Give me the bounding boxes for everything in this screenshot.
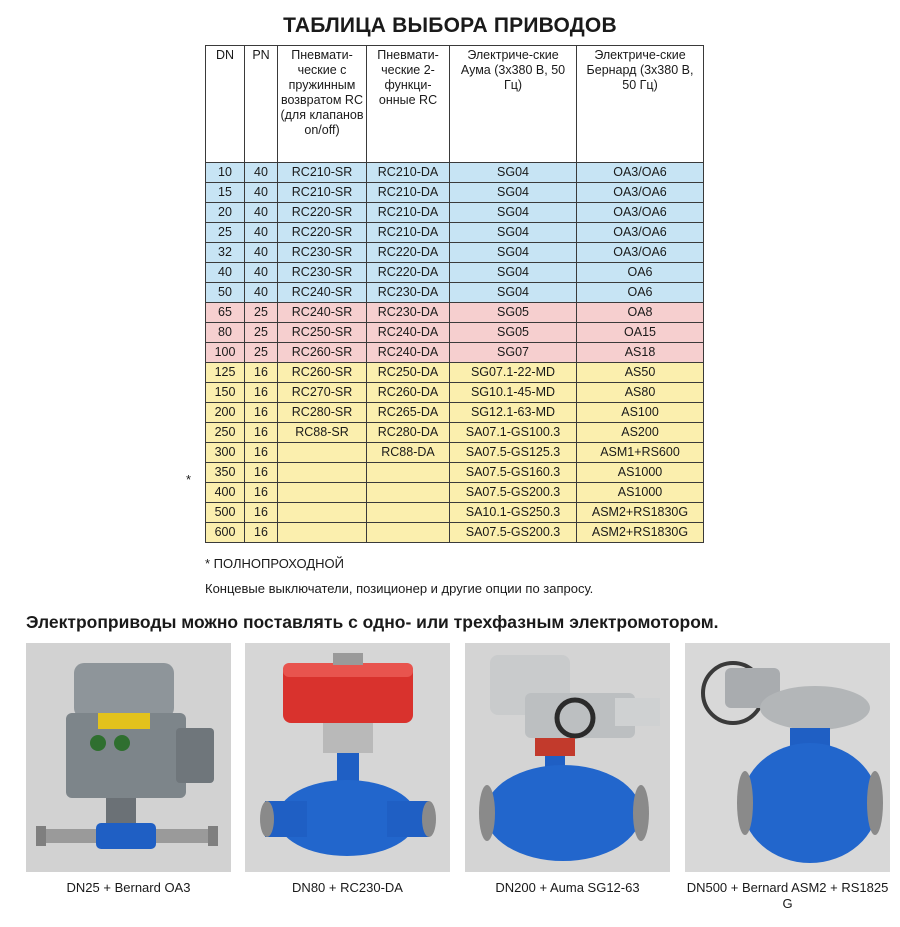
cell-electric-auma: SG04 xyxy=(450,283,577,303)
table-row xyxy=(206,183,704,203)
cell-dn: 80 xyxy=(206,323,245,343)
cell-electric-bernard: OA6 xyxy=(577,263,704,283)
cell-pn: 16 xyxy=(245,403,278,423)
cell-dn: 50 xyxy=(206,283,245,303)
cell-electric-auma: SG07.1-22-MD xyxy=(450,363,577,383)
cell-pneumatic-da: RC230-DA xyxy=(367,303,450,323)
cell-electric-auma: SA07.1-GS100.3 xyxy=(450,423,577,443)
cell-pn: 16 xyxy=(245,503,278,523)
cell-dn: 500 xyxy=(206,503,245,523)
table-row xyxy=(206,343,704,363)
options-note: Концевые выключатели, позиционер и другие опции по запросу. xyxy=(205,581,594,596)
table-row xyxy=(206,263,704,283)
cell-pn: 16 xyxy=(245,383,278,403)
cell-pneumatic-sr: RC220-SR xyxy=(278,223,367,243)
cell-pneumatic-da: RC230-DA xyxy=(367,283,450,303)
header-electric-bernard: Электриче-ские Бернард (3х380 В, 50 Гц) xyxy=(577,46,704,163)
cell-pneumatic-da: RC260-DA xyxy=(367,383,450,403)
cell-dn: 250 xyxy=(206,423,245,443)
cell-pn: 16 xyxy=(245,423,278,443)
cell-electric-bernard: OA15 xyxy=(577,323,704,343)
table-row xyxy=(206,403,704,423)
photo-caption-1: DN25 + Bernard OA3 xyxy=(66,880,191,895)
cell-pn: 40 xyxy=(245,223,278,243)
cell-pneumatic-da: RC250-DA xyxy=(367,363,450,383)
cell-pn: 16 xyxy=(245,483,278,503)
cell-pneumatic-sr: RC270-SR xyxy=(278,383,367,403)
cell-pneumatic-sr: RC210-SR xyxy=(278,163,367,183)
cell-electric-auma: SA07.5-GS200.3 xyxy=(450,523,577,543)
table-header-row xyxy=(206,46,704,163)
cell-electric-auma: SG05 xyxy=(450,303,577,323)
cell-electric-auma: SG07 xyxy=(450,343,577,363)
cell-pneumatic-da: RC280-DA xyxy=(367,423,450,443)
cell-electric-bernard: ASM2+RS1830G xyxy=(577,523,704,543)
cell-electric-bernard: AS200 xyxy=(577,423,704,443)
photo-caption-2: DN80 + RC230-DA xyxy=(292,880,403,895)
cell-pneumatic-da: RC88-DA xyxy=(367,443,450,463)
cell-electric-auma: SG04 xyxy=(450,183,577,203)
table-row xyxy=(206,423,704,443)
photo-caption-4: DN500 + Bernard ASM2 + RS1825 G xyxy=(686,880,889,911)
cell-dn: 32 xyxy=(206,243,245,263)
cell-electric-bernard: AS1000 xyxy=(577,463,704,483)
cell-dn: 65 xyxy=(206,303,245,323)
valve-auma-sg12-photo xyxy=(465,643,670,872)
table-row xyxy=(206,363,704,383)
cell-pneumatic-da: RC265-DA xyxy=(367,403,450,423)
cell-electric-auma: SG12.1-63-MD xyxy=(450,403,577,423)
cell-dn: 100 xyxy=(206,343,245,363)
cell-pn: 40 xyxy=(245,163,278,183)
header-electric-auma: Электриче-ские Аума (3х380 В, 50 Гц) xyxy=(450,46,577,163)
cell-dn: 25 xyxy=(206,223,245,243)
cell-pn: 25 xyxy=(245,343,278,363)
cell-pn: 40 xyxy=(245,283,278,303)
cell-pneumatic-sr: RC230-SR xyxy=(278,243,367,263)
cell-electric-bernard: AS80 xyxy=(577,383,704,403)
footnote: * ПОЛНОПРОХОДНОЙ xyxy=(205,556,344,571)
table-row xyxy=(206,323,704,343)
cell-electric-auma: SA07.5-GS160.3 xyxy=(450,463,577,483)
cell-pneumatic-sr: RC240-SR xyxy=(278,283,367,303)
cell-pneumatic-da: RC210-DA xyxy=(367,183,450,203)
cell-pn: 40 xyxy=(245,183,278,203)
cell-electric-bernard: OA6 xyxy=(577,283,704,303)
cell-pneumatic-da xyxy=(367,503,450,523)
cell-pn: 40 xyxy=(245,243,278,263)
cell-pneumatic-da xyxy=(367,523,450,543)
cell-electric-bernard: AS100 xyxy=(577,403,704,423)
table-row xyxy=(206,503,704,523)
cell-dn: 600 xyxy=(206,523,245,543)
cell-pneumatic-sr xyxy=(278,443,367,463)
cell-electric-bernard: OA3/OA6 xyxy=(577,243,704,263)
cell-pneumatic-sr: RC220-SR xyxy=(278,203,367,223)
header-pneumatic-da: Пневмати-ческие 2-функци-онные RC xyxy=(367,46,450,163)
full-bore-marker: * xyxy=(186,472,192,487)
cell-pneumatic-da: RC220-DA xyxy=(367,263,450,283)
table-row xyxy=(206,463,704,483)
header-dn: DN xyxy=(206,46,245,163)
cell-electric-auma: SG10.1-45-MD xyxy=(450,383,577,403)
cell-electric-auma: SG04 xyxy=(450,203,577,223)
cell-pneumatic-sr xyxy=(278,463,367,483)
cell-pn: 16 xyxy=(245,523,278,543)
cell-electric-auma: SG04 xyxy=(450,223,577,243)
cell-electric-bernard: OA3/OA6 xyxy=(577,183,704,203)
table-body xyxy=(206,163,704,543)
table-row xyxy=(206,283,704,303)
cell-electric-auma: SG05 xyxy=(450,323,577,343)
cell-pneumatic-da: RC220-DA xyxy=(367,243,450,263)
cell-pneumatic-sr: RC250-SR xyxy=(278,323,367,343)
table-row xyxy=(206,243,704,263)
table-row xyxy=(206,303,704,323)
cell-pneumatic-da: RC240-DA xyxy=(367,323,450,343)
cell-electric-auma: SA07.5-GS125.3 xyxy=(450,443,577,463)
table-row xyxy=(206,203,704,223)
cell-electric-bernard: AS50 xyxy=(577,363,704,383)
actuator-selection-table xyxy=(205,45,704,543)
cell-electric-auma: SG04 xyxy=(450,243,577,263)
cell-dn: 200 xyxy=(206,403,245,423)
cell-pneumatic-da: RC240-DA xyxy=(367,343,450,363)
cell-pneumatic-da: RC210-DA xyxy=(367,163,450,183)
cell-pneumatic-sr: RC240-SR xyxy=(278,303,367,323)
cell-pneumatic-da xyxy=(367,463,450,483)
cell-electric-bernard: OA3/OA6 xyxy=(577,223,704,243)
cell-electric-auma: SG04 xyxy=(450,263,577,283)
cell-dn: 150 xyxy=(206,383,245,403)
cell-pneumatic-sr: RC230-SR xyxy=(278,263,367,283)
cell-pneumatic-sr xyxy=(278,503,367,523)
cell-pneumatic-da: RC210-DA xyxy=(367,223,450,243)
cell-pn: 40 xyxy=(245,263,278,283)
cell-dn: 125 xyxy=(206,363,245,383)
cell-dn: 40 xyxy=(206,263,245,283)
valve-rc230-da-photo xyxy=(245,643,450,872)
cell-pneumatic-sr: RC260-SR xyxy=(278,343,367,363)
cell-pn: 40 xyxy=(245,203,278,223)
table-row xyxy=(206,523,704,543)
section-subtitle: Электроприводы можно поставлять с одно- или трехфазным электромотором. xyxy=(26,612,719,632)
header-pn: PN xyxy=(245,46,278,163)
cell-electric-bernard: ASM2+RS1830G xyxy=(577,503,704,523)
cell-pneumatic-sr: RC88-SR xyxy=(278,423,367,443)
valve-bernard-asm2-photo xyxy=(685,643,890,872)
cell-dn: 20 xyxy=(206,203,245,223)
cell-pn: 16 xyxy=(245,363,278,383)
cell-electric-bernard: AS18 xyxy=(577,343,704,363)
cell-electric-bernard: OA8 xyxy=(577,303,704,323)
table-row xyxy=(206,483,704,503)
valve-bernard-oa3-photo xyxy=(26,643,231,872)
cell-pn: 25 xyxy=(245,323,278,343)
cell-pneumatic-da: RC210-DA xyxy=(367,203,450,223)
cell-electric-bernard: OA3/OA6 xyxy=(577,163,704,183)
table-row xyxy=(206,443,704,463)
cell-pneumatic-sr xyxy=(278,483,367,503)
page-title: ТАБЛИЦА ВЫБОРА ПРИВОДОВ xyxy=(283,14,617,37)
cell-electric-auma: SG04 xyxy=(450,163,577,183)
cell-electric-bernard: OA3/OA6 xyxy=(577,203,704,223)
cell-pn: 16 xyxy=(245,463,278,483)
cell-dn: 400 xyxy=(206,483,245,503)
cell-electric-bernard: ASM1+RS600 xyxy=(577,443,704,463)
cell-pneumatic-sr: RC260-SR xyxy=(278,363,367,383)
cell-electric-auma: SA10.1-GS250.3 xyxy=(450,503,577,523)
table-row xyxy=(206,163,704,183)
cell-pn: 25 xyxy=(245,303,278,323)
cell-electric-auma: SA07.5-GS200.3 xyxy=(450,483,577,503)
cell-dn: 350 xyxy=(206,463,245,483)
cell-dn: 15 xyxy=(206,183,245,203)
cell-dn: 300 xyxy=(206,443,245,463)
cell-pneumatic-sr xyxy=(278,523,367,543)
cell-pn: 16 xyxy=(245,443,278,463)
cell-pneumatic-sr: RC280-SR xyxy=(278,403,367,423)
cell-pneumatic-sr: RC210-SR xyxy=(278,183,367,203)
photo-caption-3: DN200 + Auma SG12-63 xyxy=(495,880,640,895)
cell-dn: 10 xyxy=(206,163,245,183)
table-row xyxy=(206,383,704,403)
header-pneumatic-sr: Пневмати-ческие с пружинным возвратом RC (для клапанов on/off) xyxy=(278,46,367,163)
table-row xyxy=(206,223,704,243)
cell-pneumatic-da xyxy=(367,483,450,503)
cell-electric-bernard: AS1000 xyxy=(577,483,704,503)
